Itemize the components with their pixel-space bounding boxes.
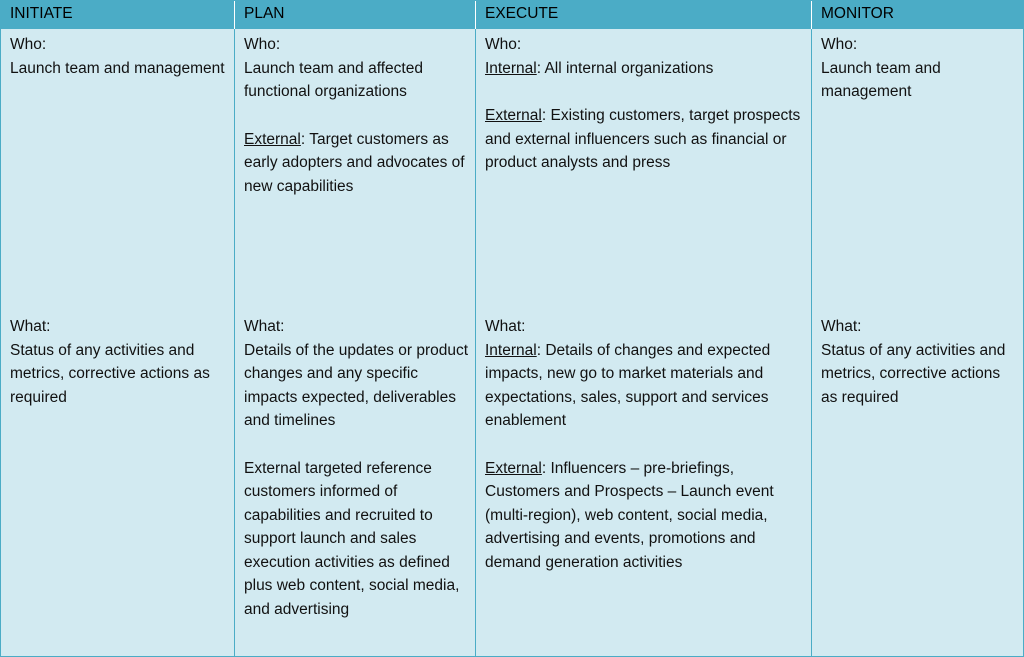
execute-who-internal-label: Internal <box>485 59 537 77</box>
execute-what-internal-label: Internal <box>485 341 537 359</box>
header-monitor: MONITOR <box>812 1 1023 29</box>
initiate-who-text: Launch team and management <box>10 59 225 77</box>
header-execute: EXECUTE <box>476 1 812 29</box>
initiate-what-text: Status of any activities and metrics, corrective actions as required <box>10 341 210 406</box>
monitor-who-text: Launch team and management <box>821 59 941 100</box>
plan-who-external-label: External <box>244 130 301 148</box>
monitor-what-text: Status of any activities and metrics, corrective actions as required <box>821 341 1006 406</box>
plan-what-text: Details of the updates or product changes and any specific impacts expected, deliverables and timelines <box>244 341 469 429</box>
plan-who <box>244 33 469 198</box>
initiate-who <box>10 33 228 80</box>
execute-who-internal <box>485 57 805 81</box>
plan-what <box>244 315 469 621</box>
execute-what-external-text: : Influencers – pre-briefings, Customers and Prospects – Launch event (multi-region), web content, social media, advertising and events, promotions and demand generation activities <box>485 459 774 571</box>
plan-what-text-external: External targeted reference customers informed of capabilities and recruited to support launch and sales execution activities as defined plus web content, social media, and advertising <box>244 459 460 618</box>
column-monitor <box>812 29 1023 656</box>
monitor-who-label: Who: <box>821 36 858 53</box>
execute-who-internal-text: : All internal organizations <box>536 59 714 77</box>
plan-who-external-text: : Target customers as early adopters and advocates of new capabilities <box>244 130 465 195</box>
execute-who <box>485 33 805 175</box>
initiate-what <box>10 315 228 409</box>
execute-who-external <box>485 104 805 175</box>
execute-what-external <box>485 457 805 575</box>
monitor-what <box>821 315 1017 409</box>
initiate-who-label: Who: <box>10 36 47 53</box>
execute-what-label: What: <box>485 318 526 335</box>
column-plan <box>235 29 476 656</box>
execute-what <box>485 315 805 574</box>
monitor-what-label: What: <box>821 318 862 335</box>
execute-what-internal <box>485 339 805 433</box>
execute-what-external-label: External <box>485 459 542 477</box>
column-initiate <box>1 29 235 656</box>
execute-who-external-text: : Existing customers, target prospects and external influencers such as financial or product analysts and press <box>485 107 801 171</box>
execute-who-external-label: External <box>485 107 542 124</box>
plan-who-external <box>244 128 469 199</box>
header-plan: PLAN <box>235 1 476 29</box>
plan-who-text: Launch team and affected functional organizations <box>244 59 423 100</box>
plan-who-label: Who: <box>244 36 281 53</box>
header-initiate: INITIATE <box>1 1 235 29</box>
column-execute <box>476 29 812 656</box>
execute-who-label: Who: <box>485 36 522 53</box>
execute-what-internal-text: : Details of changes and expected impacts, new go to market materials and expectations, sales, support and services enablement <box>485 341 771 429</box>
plan-what-label: What: <box>244 318 285 335</box>
initiate-what-label: What: <box>10 318 51 335</box>
monitor-who <box>821 33 1017 104</box>
